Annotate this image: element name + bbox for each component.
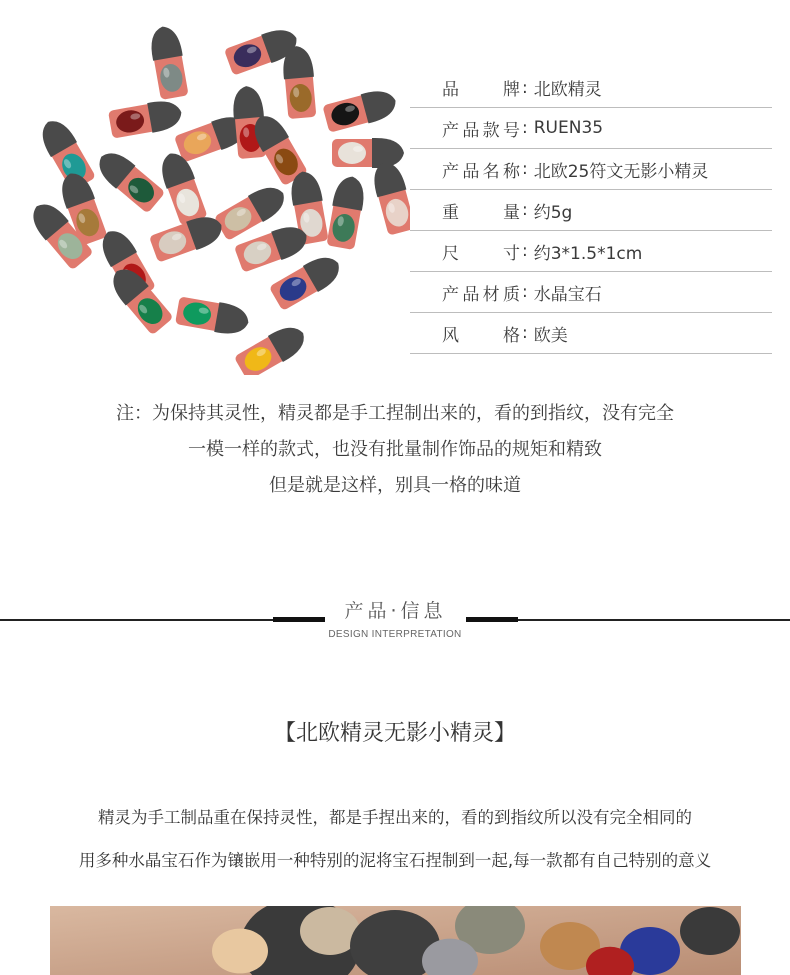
spec-label: 重量 (442, 202, 520, 223)
divider-accent-left (273, 617, 325, 622)
spec-row-brand: 品牌 : 北欧精灵 (410, 68, 772, 108)
figurine (108, 98, 184, 140)
spec-label: 风格 (442, 325, 520, 346)
description-line: 精灵为手工制品重在保持灵性，都是手捏出来的，看的到指纹所以没有完全相同的 (98, 808, 692, 827)
spec-value: 欧美 (533, 325, 568, 346)
note-paragraph (0, 396, 790, 504)
spec-value: RUEN35 (533, 118, 604, 138)
divider-accent-right (466, 617, 518, 622)
spec-label: 尺寸 (442, 243, 520, 264)
product-photo-closeup (50, 906, 741, 975)
section-title: 产品·信息 (344, 600, 447, 622)
section-subtitle: DESIGN INTERPRETATION (328, 629, 462, 640)
product-photo-figurines (10, 15, 410, 375)
note-line: 注：为保持其灵性，精灵都是手工捏制出来的，看的到指纹，没有完全 (116, 403, 674, 424)
spec-value: 约3*1.5*1cm (533, 243, 643, 264)
spec-row-material: 产品材质 : 水晶宝石 (410, 272, 772, 313)
spec-value: 水晶宝石 (533, 284, 602, 305)
note-line: 但是就是这样，别具一格的味道 (269, 475, 521, 496)
figurine (148, 24, 190, 100)
description-line: 用多种水晶宝石作为镶嵌用一种特别的泥将宝石捏制到一起,每一款都有自己特别的意义 (78, 851, 712, 870)
spec-row-weight: 重量 : 约5g (410, 190, 772, 231)
figurine (156, 149, 209, 227)
spec-label: 品牌 (442, 80, 520, 100)
spec-row-model: 产品款号 : RUEN35 (410, 108, 772, 149)
gem-closeup (680, 907, 740, 955)
product-description (0, 796, 790, 882)
note-line: 一模一样的款式，也没有批量制作饰品的规矩和精致 (188, 439, 602, 460)
figurine (92, 145, 167, 214)
figurine (233, 320, 310, 375)
figurine (369, 159, 410, 236)
figurine (332, 138, 404, 168)
spec-row-name: 产品名称 : 北欧25符文无影小精灵 (410, 149, 772, 190)
section-title-box (325, 596, 466, 626)
spec-value: 约5g (533, 202, 573, 223)
spec-row-style: 风格 : 欧美 (410, 313, 772, 354)
product-heading: 【北欧精灵无影小精灵】 (273, 721, 516, 746)
spec-value: 北欧精灵 (533, 80, 602, 100)
spec-label: 产品材质 (442, 284, 520, 305)
figurine (325, 174, 367, 250)
spec-label: 产品款号 (442, 120, 520, 141)
gem-closeup (212, 929, 268, 974)
figurine (175, 295, 251, 337)
figurine (281, 45, 317, 119)
spec-label: 产品名称 (442, 161, 520, 182)
spec-table (410, 68, 772, 354)
spec-value: 北欧25符文无影小精灵 (533, 161, 709, 182)
figurine (322, 86, 399, 134)
spec-row-size: 尺寸 : 约3*1.5*1cm (410, 231, 772, 272)
